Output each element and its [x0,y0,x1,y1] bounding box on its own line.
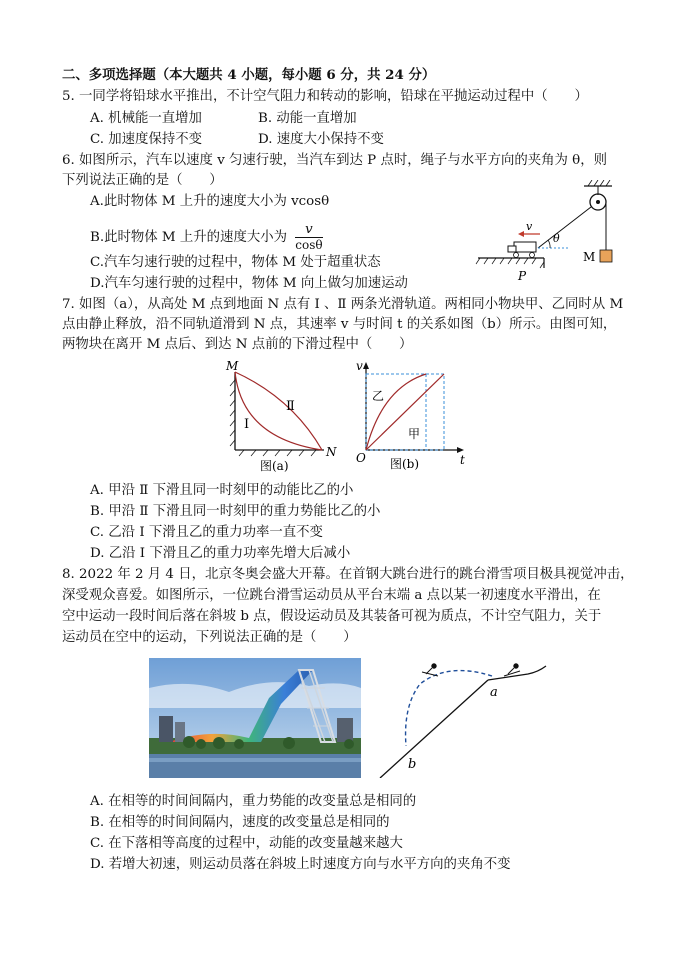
q5-option-a: A. 机械能一直增加 [90,111,202,126]
mass-m-block [600,250,612,262]
q6-option-d: D.汽车匀速行驶的过程中，物体 M 向上做匀加速运动 [90,276,408,291]
fig-b-origin: O [356,451,366,465]
car-icon [514,242,536,252]
fig-b-caption: 图(b) [390,457,420,471]
curve-jia [366,374,444,450]
theta-label: θ [553,232,560,245]
fig-b-axis-t: t [460,453,465,467]
track-i-label: Ⅰ [244,417,250,432]
q5-option-b: B. 动能一直增加 [258,111,357,126]
ski-jump-photo [149,658,361,778]
q7-figure-b [352,358,472,473]
fig-b-axis-v: v [356,359,363,373]
q6-fraction-numerator: v [295,222,322,238]
q7-option-c: C. 乙沿 Ⅰ 下滑且乙的重力功率一直不变 [90,525,323,540]
q8-option-d: D. 若增大初速，则运动员落在斜坡上时速度方向与水平方向的夹角不变 [90,857,511,872]
q6-fraction-denominator: cosθ [295,238,323,252]
track-i [235,372,322,450]
q8-option-c: C. 在下落相等高度的过程中，动能的改变量越来越大 [90,836,403,851]
section-heading: 二、多项选择题（本大题共 4 小题，每小题 6 分，共 24 分） [62,67,436,83]
track-ii-label: Ⅱ [286,399,295,414]
q7-stem-line1: 7. 如图（a），从高处 M 点到地面 N 点有 Ⅰ 、Ⅱ 两条光滑轨道。两相同小物块甲、乙同时从 M [62,297,624,312]
q6-figure [470,180,620,288]
q7-stem-line3: 两物块在离开 M 点后、到达 N 点前的下滑过程中（ ） [62,337,413,352]
q6-option-a: A.此时物体 M 上升的速度大小为 vcosθ [90,194,330,209]
point-b-label: b [408,757,417,772]
slope-line [380,680,488,778]
q8-option-a: A. 在相等的时间间隔内，重力势能的改变量总是相同的 [90,794,417,809]
point-a-label: a [490,685,498,700]
q6-option-b [90,222,323,253]
q7-option-a: A. 甲沿 Ⅱ 下滑且同一时刻甲的动能比乙的小 [90,483,354,498]
point-p-label: P [518,269,527,283]
q6-stem-line2: 下列说法正确的是（ ） [62,173,223,188]
skier-icon [504,664,520,676]
q6-option-c: C.汽车匀速行驶的过程中，物体 M 处于超重状态 [90,255,381,270]
q5-option-c: C. 加速度保持不变 [90,132,203,147]
q7-option-b: B. 甲沿 Ⅱ 下滑且同一时刻甲的重力势能比乙的小 [90,504,381,519]
fig-a-caption: 图(a) [260,459,289,473]
q5-option-d: D. 速度大小保持不变 [258,132,384,147]
q8-figure [378,654,558,778]
trajectory-path [406,671,492,746]
q8-stem-line2: 深受观众喜爱。如图所示，一位跳台滑雪运动员从平台末端 a 点以某一初速度水平滑出，在 [62,588,601,603]
q6-stem-line1: 6. 如图所示，汽车以速度 v 匀速行驶，当汽车到达 P 点时，绳子与水平方向的夹角为 θ，则 [62,153,608,168]
q8-option-b: B. 在相等的时间间隔内，速度的改变量总是相同的 [90,815,390,830]
q7-option-d: D. 乙沿 Ⅰ 下滑且乙的重力功率先增大后减小 [90,546,351,561]
q8-stem-line1: 8. 2022 年 2 月 4 日，北京冬奥会盛大开幕。在首钢大跳台进行的跳台滑雪项目极具视觉冲击， [62,567,634,582]
fig-b-label-yi: 乙 [372,389,385,403]
velocity-label: v [526,220,533,233]
q6-option-b-fraction [295,222,322,253]
q7-figure-a [222,358,342,473]
q5-stem: 5. 一同学将铅球水平推出，不计空气阻力和转动的影响，铅球在平抛运动过程中（ ） [62,89,588,104]
q8-stem-line3: 空中运动一段时间后落在斜坡 b 点，假设运动员及其装备可视为质点，不计空气阻力，关于 [62,609,602,624]
fig-a-label-m: M [226,359,239,373]
velocity-arrow-icon [518,231,524,237]
q6-option-b-prefix: B.此时物体 M 上升的速度大小为 [90,230,288,245]
fig-a-label-n: N [326,445,337,459]
q7-stem-line2: 点由静止释放，沿不同轨道滑到 N 点，其速率 v 与时间 t 的关系如图（b）所示。由图可知， [62,317,617,332]
mass-m-label: M [583,250,596,264]
skier-midair-icon [422,664,438,676]
fig-b-label-jia: 甲 [408,427,421,441]
q8-stem-line4: 运动员在空中的运动，下列说法正确的是（ ） [62,630,357,645]
